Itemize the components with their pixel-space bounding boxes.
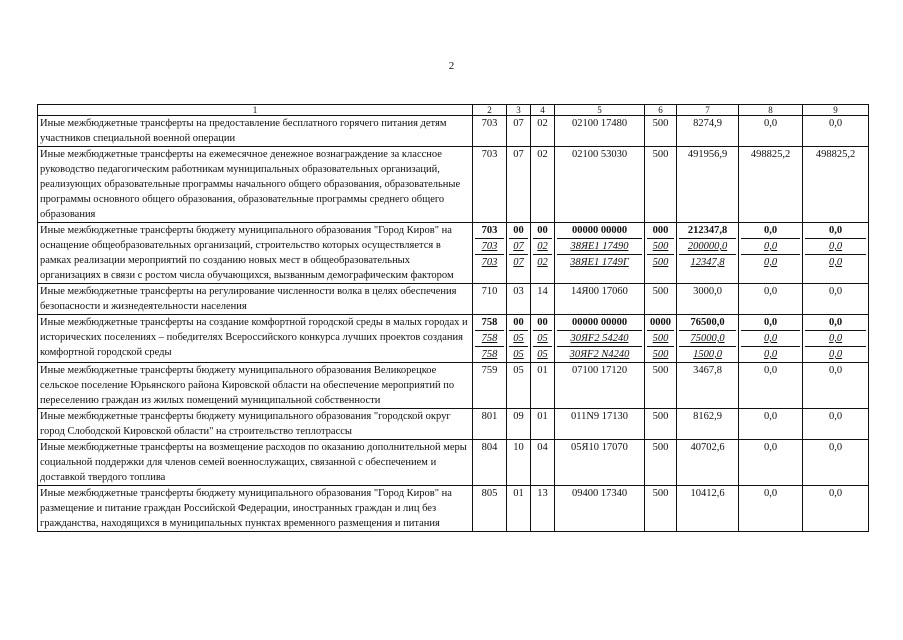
row-name: Иные межбюджетные трансферты на создание комфортной городской среды в малых городах и исторических поселениях – победителях Всероссийского конкурса лучших проектов создания комфортной городской среды bbox=[38, 315, 473, 363]
cell-value: 0,0 bbox=[763, 118, 778, 129]
cell-value: 500 bbox=[652, 365, 669, 376]
cell-value: 09 bbox=[513, 411, 524, 422]
cell-value: 1500,0 bbox=[679, 346, 736, 362]
cell-value: 0000 bbox=[650, 317, 671, 328]
row-value-cell bbox=[507, 363, 531, 409]
table-header-row bbox=[38, 105, 869, 116]
row-name: Иные межбюджетные трансферты бюджету муниципального образования "городской округ город Слободской Кировской области" на строительство теплотрассы bbox=[38, 409, 473, 440]
row-value-cell bbox=[473, 486, 507, 532]
cell-value: 02 bbox=[537, 149, 548, 160]
cell-value: 200000,0 bbox=[679, 238, 736, 254]
row-value-cell bbox=[803, 116, 869, 147]
row-value-cell bbox=[507, 315, 531, 363]
row-value-cell bbox=[739, 440, 803, 486]
row-value-cell bbox=[803, 440, 869, 486]
row-value-cell bbox=[473, 363, 507, 409]
budget-table bbox=[37, 104, 869, 532]
table-row bbox=[38, 223, 869, 284]
cell-value: 05Я10 17070 bbox=[571, 442, 628, 453]
row-value-cell bbox=[677, 409, 739, 440]
row-value-cell bbox=[473, 116, 507, 147]
cell-value: 703 bbox=[475, 238, 504, 254]
cell-value: 02 bbox=[537, 118, 548, 129]
row-name: Иные межбюджетные трансферты бюджету муниципального образования Великорецкое сельское поселение Юрьянского района Кировской области на обеспечение мероприятий по переселению граждан из жилых помещений муниципальной собственности bbox=[38, 363, 473, 409]
cell-value: 703 bbox=[481, 225, 498, 236]
cell-value: 07 bbox=[509, 254, 528, 270]
row-value-cell bbox=[531, 409, 555, 440]
row-value-cell bbox=[555, 315, 645, 363]
row-value-cell bbox=[803, 486, 869, 532]
cell-value: 0,0 bbox=[763, 442, 778, 453]
table-row bbox=[38, 486, 869, 532]
row-value-cell bbox=[739, 409, 803, 440]
cell-value: 07100 17120 bbox=[571, 365, 628, 376]
row-value-cell bbox=[531, 315, 555, 363]
row-value-cell bbox=[555, 284, 645, 315]
cell-value: 500 bbox=[652, 488, 669, 499]
cell-value: 500 bbox=[652, 286, 669, 297]
row-value-cell bbox=[507, 284, 531, 315]
cell-value: 000 bbox=[652, 225, 669, 236]
row-value-cell bbox=[531, 147, 555, 223]
row-value-cell bbox=[645, 284, 677, 315]
row-value-cell bbox=[645, 440, 677, 486]
cell-value: 10 bbox=[513, 442, 524, 453]
table-row bbox=[38, 284, 869, 315]
row-value-cell bbox=[803, 409, 869, 440]
cell-value: 011N9 17130 bbox=[570, 411, 629, 422]
header-cell: 8 bbox=[739, 105, 803, 116]
cell-value: 0,0 bbox=[741, 346, 800, 362]
row-value-cell bbox=[645, 486, 677, 532]
cell-value: 38ЯЕ1 17490 bbox=[557, 238, 642, 254]
cell-value: 0,0 bbox=[763, 411, 778, 422]
row-value-cell bbox=[555, 440, 645, 486]
cell-value: 05 bbox=[509, 330, 528, 346]
cell-value: 212347,8 bbox=[687, 225, 728, 236]
cell-value: 3467,8 bbox=[693, 365, 722, 376]
cell-value: 14Я00 17060 bbox=[571, 286, 628, 297]
row-value-cell bbox=[677, 363, 739, 409]
cell-value: 02100 17480 bbox=[571, 118, 628, 129]
cell-value: 10412,6 bbox=[690, 488, 725, 499]
row-value-cell bbox=[531, 486, 555, 532]
cell-value: 500 bbox=[652, 149, 669, 160]
cell-value: 07 bbox=[513, 149, 524, 160]
row-value-cell bbox=[507, 116, 531, 147]
cell-value: 0,0 bbox=[763, 317, 778, 328]
row-value-cell bbox=[507, 486, 531, 532]
cell-value: 500 bbox=[647, 330, 674, 346]
cell-value: 0,0 bbox=[828, 488, 843, 499]
header-cell: 7 bbox=[677, 105, 739, 116]
cell-value: 805 bbox=[481, 488, 498, 499]
cell-value: 30ЯF2 54240 bbox=[557, 330, 642, 346]
row-value-cell bbox=[473, 440, 507, 486]
header-cell: 6 bbox=[645, 105, 677, 116]
row-value-cell bbox=[803, 363, 869, 409]
header-cell: 9 bbox=[803, 105, 869, 116]
cell-value: 05 bbox=[533, 330, 552, 346]
cell-value: 05 bbox=[513, 365, 524, 376]
cell-value: 00 bbox=[513, 317, 524, 328]
cell-value: 07 bbox=[513, 118, 524, 129]
row-value-cell bbox=[739, 284, 803, 315]
cell-value: 02 bbox=[533, 254, 552, 270]
row-value-cell bbox=[739, 147, 803, 223]
row-value-cell bbox=[507, 223, 531, 284]
row-value-cell bbox=[739, 116, 803, 147]
cell-value: 500 bbox=[647, 346, 674, 362]
cell-value: 0,0 bbox=[828, 317, 843, 328]
cell-value: 758 bbox=[475, 346, 504, 362]
row-value-cell bbox=[507, 409, 531, 440]
cell-value: 801 bbox=[481, 411, 498, 422]
table-body bbox=[38, 116, 869, 532]
cell-value: 0,0 bbox=[763, 286, 778, 297]
header-cell: 1 bbox=[38, 105, 473, 116]
row-value-cell bbox=[473, 223, 507, 284]
row-value-cell bbox=[531, 284, 555, 315]
row-value-cell bbox=[677, 315, 739, 363]
cell-value: 0,0 bbox=[805, 346, 866, 362]
row-value-cell bbox=[645, 409, 677, 440]
row-value-cell bbox=[555, 486, 645, 532]
cell-value: 00000 00000 bbox=[571, 225, 628, 236]
cell-value: 710 bbox=[481, 286, 498, 297]
cell-value: 03 bbox=[513, 286, 524, 297]
row-value-cell bbox=[803, 284, 869, 315]
row-value-cell bbox=[531, 223, 555, 284]
cell-value: 00 bbox=[537, 225, 548, 236]
table-row bbox=[38, 363, 869, 409]
cell-value: 758 bbox=[475, 330, 504, 346]
row-value-cell bbox=[531, 116, 555, 147]
row-value-cell bbox=[677, 147, 739, 223]
row-name: Иные межбюджетные трансферты на предоставление бесплатного горячего питания детям участников специальной военной операции bbox=[38, 116, 473, 147]
cell-value: 0,0 bbox=[828, 411, 843, 422]
page-number: 2 bbox=[448, 60, 455, 72]
row-name: Иные межбюджетные трансферты бюджету муниципального образования "Город Киров" на оснащение общеобразовательных организаций, строительство которых осуществляется в рамках реализации мероприятий по созданию новых мест в общеобразовательных организациях в связи с ростом числа обучающихся, вызванным демографическим фактором bbox=[38, 223, 473, 284]
cell-value: 30ЯF2 N4240 bbox=[557, 346, 642, 362]
cell-value: 01 bbox=[537, 365, 548, 376]
cell-value: 500 bbox=[647, 254, 674, 270]
header-cell: 3 bbox=[507, 105, 531, 116]
table-row bbox=[38, 409, 869, 440]
row-value-cell bbox=[645, 363, 677, 409]
cell-value: 38ЯЕ1 1749Г bbox=[557, 254, 642, 270]
cell-value: 3000,0 bbox=[693, 286, 722, 297]
cell-value: 09400 17340 bbox=[571, 488, 628, 499]
cell-value: 0,0 bbox=[741, 330, 800, 346]
row-value-cell bbox=[507, 440, 531, 486]
header-cell: 5 bbox=[555, 105, 645, 116]
row-value-cell bbox=[473, 284, 507, 315]
row-value-cell bbox=[473, 315, 507, 363]
cell-value: 00000 00000 bbox=[571, 317, 628, 328]
cell-value: 8274,9 bbox=[693, 118, 722, 129]
table-row bbox=[38, 440, 869, 486]
header-cell: 4 bbox=[531, 105, 555, 116]
cell-value: 498825,2 bbox=[750, 149, 791, 160]
cell-value: 05 bbox=[509, 346, 528, 362]
row-value-cell bbox=[555, 116, 645, 147]
cell-value: 01 bbox=[537, 411, 548, 422]
row-value-cell bbox=[645, 116, 677, 147]
cell-value: 02100 53030 bbox=[571, 149, 628, 160]
cell-value: 500 bbox=[647, 238, 674, 254]
row-name: Иные межбюджетные трансферты на регулирование численности волка в целях обеспечения безопасности и жизнедеятельности населения bbox=[38, 284, 473, 315]
row-value-cell bbox=[531, 363, 555, 409]
cell-value: 40702,6 bbox=[690, 442, 725, 453]
cell-value: 0,0 bbox=[828, 442, 843, 453]
cell-value: 804 bbox=[481, 442, 498, 453]
row-value-cell bbox=[677, 223, 739, 284]
row-value-cell bbox=[555, 147, 645, 223]
cell-value: 500 bbox=[652, 411, 669, 422]
row-value-cell bbox=[739, 486, 803, 532]
row-value-cell bbox=[677, 486, 739, 532]
cell-value: 0,0 bbox=[763, 365, 778, 376]
row-value-cell bbox=[555, 363, 645, 409]
cell-value: 14 bbox=[537, 286, 548, 297]
cell-value: 76500,0 bbox=[690, 317, 725, 328]
cell-value: 0,0 bbox=[763, 225, 778, 236]
cell-value: 8162,9 bbox=[693, 411, 722, 422]
row-value-cell bbox=[645, 147, 677, 223]
cell-value: 13 bbox=[537, 488, 548, 499]
row-name: Иные межбюджетные трансферты бюджету муниципального образования "Город Киров" на размещение и питание граждан Российской Федерации, иностранных граждан и лиц без гражданства, находящихся в муниципальных пунктах временного размещения и питания bbox=[38, 486, 473, 532]
cell-value: 0,0 bbox=[805, 254, 866, 270]
row-value-cell bbox=[473, 147, 507, 223]
row-value-cell bbox=[803, 315, 869, 363]
cell-value: 0,0 bbox=[805, 238, 866, 254]
header-cell: 2 bbox=[473, 105, 507, 116]
row-value-cell bbox=[803, 147, 869, 223]
row-value-cell bbox=[803, 223, 869, 284]
row-value-cell bbox=[531, 440, 555, 486]
cell-value: 0,0 bbox=[763, 488, 778, 499]
cell-value: 00 bbox=[513, 225, 524, 236]
cell-value: 0,0 bbox=[741, 238, 800, 254]
cell-value: 0,0 bbox=[741, 254, 800, 270]
cell-value: 0,0 bbox=[828, 118, 843, 129]
row-value-cell bbox=[677, 116, 739, 147]
row-value-cell bbox=[677, 284, 739, 315]
cell-value: 04 bbox=[537, 442, 548, 453]
cell-value: 491956,9 bbox=[687, 149, 728, 160]
cell-value: 0,0 bbox=[805, 330, 866, 346]
cell-value: 498825,2 bbox=[815, 149, 856, 160]
cell-value: 0,0 bbox=[828, 286, 843, 297]
row-name: Иные межбюджетные трансферты на ежемесячное денежное вознаграждение за классное руководство педагогическим работникам муниципальных образовательных организаций, реализующих образовательные программы начального общего образования, образовательные программы основного общего образования, образовательные программы среднего общего образования bbox=[38, 147, 473, 223]
cell-value: 07 bbox=[509, 238, 528, 254]
row-value-cell bbox=[677, 440, 739, 486]
cell-value: 75000,0 bbox=[679, 330, 736, 346]
table-row bbox=[38, 315, 869, 363]
row-value-cell bbox=[645, 315, 677, 363]
cell-value: 0,0 bbox=[828, 225, 843, 236]
cell-value: 0,0 bbox=[828, 365, 843, 376]
row-value-cell bbox=[507, 147, 531, 223]
row-value-cell bbox=[645, 223, 677, 284]
cell-value: 02 bbox=[533, 238, 552, 254]
row-value-cell bbox=[555, 409, 645, 440]
row-value-cell bbox=[739, 363, 803, 409]
cell-value: 759 bbox=[481, 365, 498, 376]
cell-value: 758 bbox=[481, 317, 498, 328]
cell-value: 01 bbox=[513, 488, 524, 499]
cell-value: 703 bbox=[481, 118, 498, 129]
row-value-cell bbox=[555, 223, 645, 284]
cell-value: 703 bbox=[481, 149, 498, 160]
row-value-cell bbox=[739, 315, 803, 363]
table-row bbox=[38, 147, 869, 223]
cell-value: 500 bbox=[652, 442, 669, 453]
cell-value: 12347,8 bbox=[679, 254, 736, 270]
cell-value: 00 bbox=[537, 317, 548, 328]
cell-value: 500 bbox=[652, 118, 669, 129]
table-row bbox=[38, 116, 869, 147]
row-value-cell bbox=[739, 223, 803, 284]
row-name: Иные межбюджетные трансферты на возмещение расходов по оказанию дополнительной меры социальной поддержки для членов семей военнослужащих, связанной с обеспечением и доставкой твердого топлива bbox=[38, 440, 473, 486]
row-value-cell bbox=[473, 409, 507, 440]
cell-value: 703 bbox=[475, 254, 504, 270]
cell-value: 05 bbox=[533, 346, 552, 362]
